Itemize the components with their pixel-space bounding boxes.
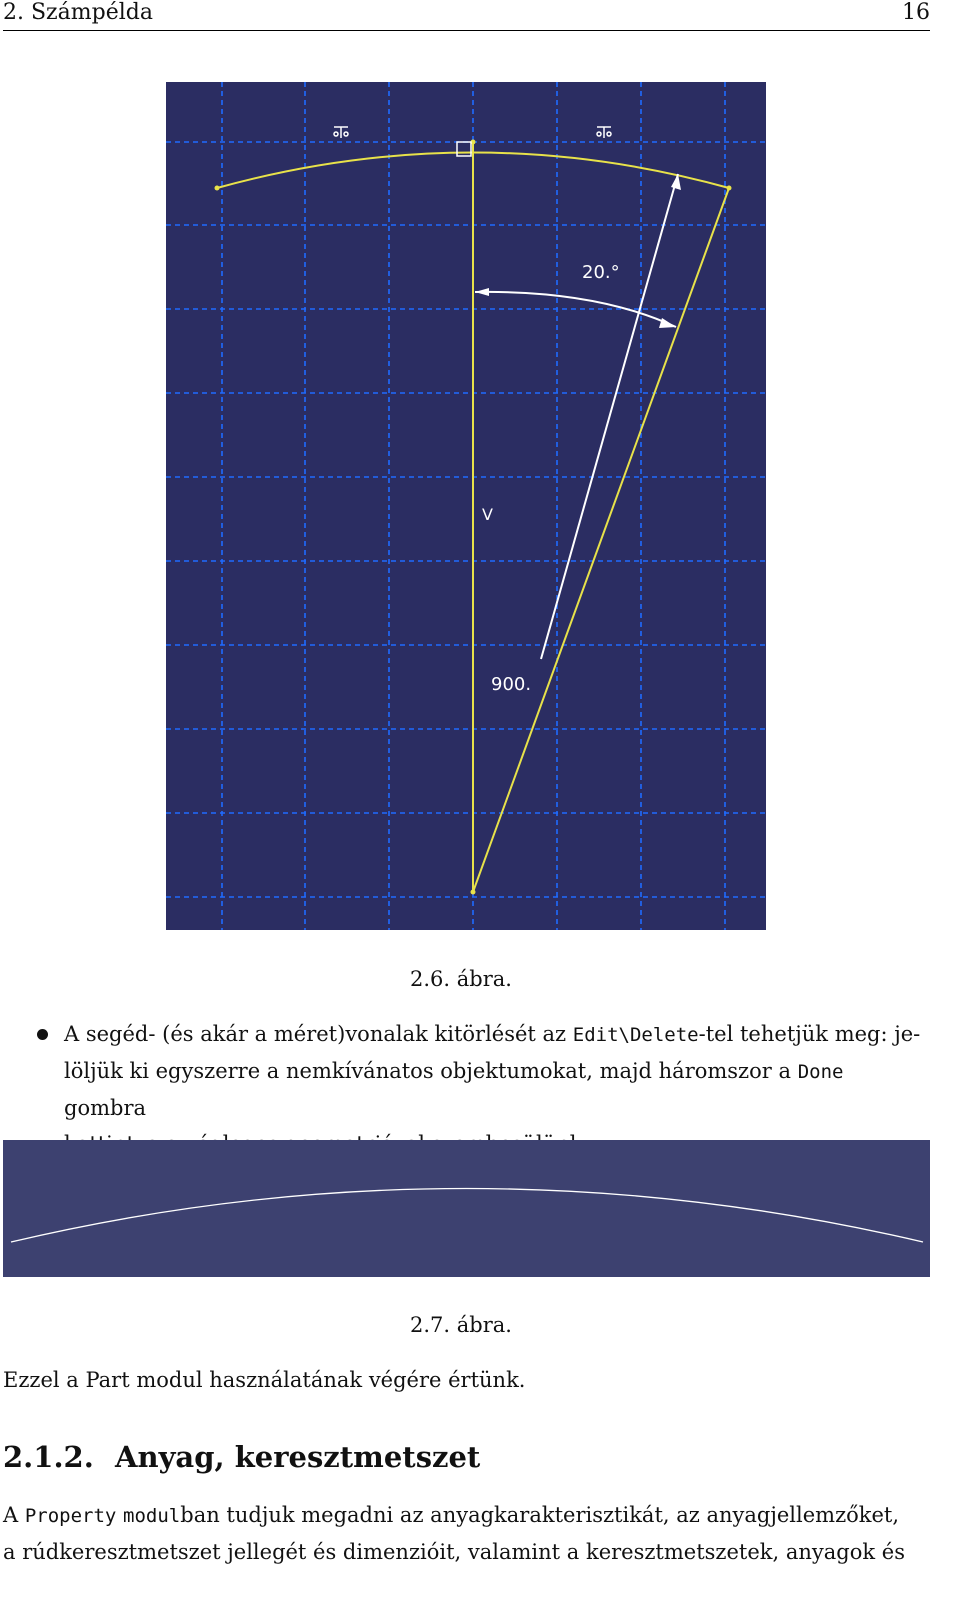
paragraph-delete-instructions: A segéd- (és akár a méret)vonalak kitörlését az Edit\Delete-tel tehetjük meg: je- löljük ki egyszerre a nemkívánatos objektumokat, majd háromszor a Done gombra: [64, 1022, 921, 1120]
figure-caption-2-6: 2.6. ábra.: [410, 967, 512, 991]
page-number: 16: [902, 0, 930, 25]
vertical-constraint-label: V: [482, 505, 493, 524]
sketch-figure: [166, 82, 766, 930]
code-edit-delete: Edit\Delete: [572, 1024, 699, 1046]
final-geometry-figure: [3, 1140, 930, 1277]
chapter-title: 2. Számpélda: [3, 0, 153, 25]
code-modul: modul: [123, 1505, 181, 1527]
paragraph-property-module: A Property modulban tudjuk megadni az anyagkarakterisztikát, az anyagjellemzőket, a rúdkeresztmetszet jellegét és dimenzióit, valamint a keresztmetszetek, anyagok és: [3, 1503, 905, 1564]
length-dimension-label: 900.: [491, 674, 532, 695]
section-number: 2.1.2.: [3, 1440, 94, 1474]
code-done: Done: [797, 1061, 844, 1083]
section-title: Anyag, keresztmetszet: [115, 1440, 481, 1474]
bullet-icon: [37, 1029, 48, 1040]
paragraph-part-module-end: Ezzel a Part modul használatának végére értünk.: [3, 1368, 526, 1392]
figure-caption-2-7: 2.7. ábra.: [410, 1313, 512, 1337]
section-heading: [3, 1440, 480, 1474]
page-header: [3, 0, 930, 31]
angle-dimension-label: 20.°: [582, 262, 620, 283]
code-property: Property: [24, 1505, 117, 1527]
